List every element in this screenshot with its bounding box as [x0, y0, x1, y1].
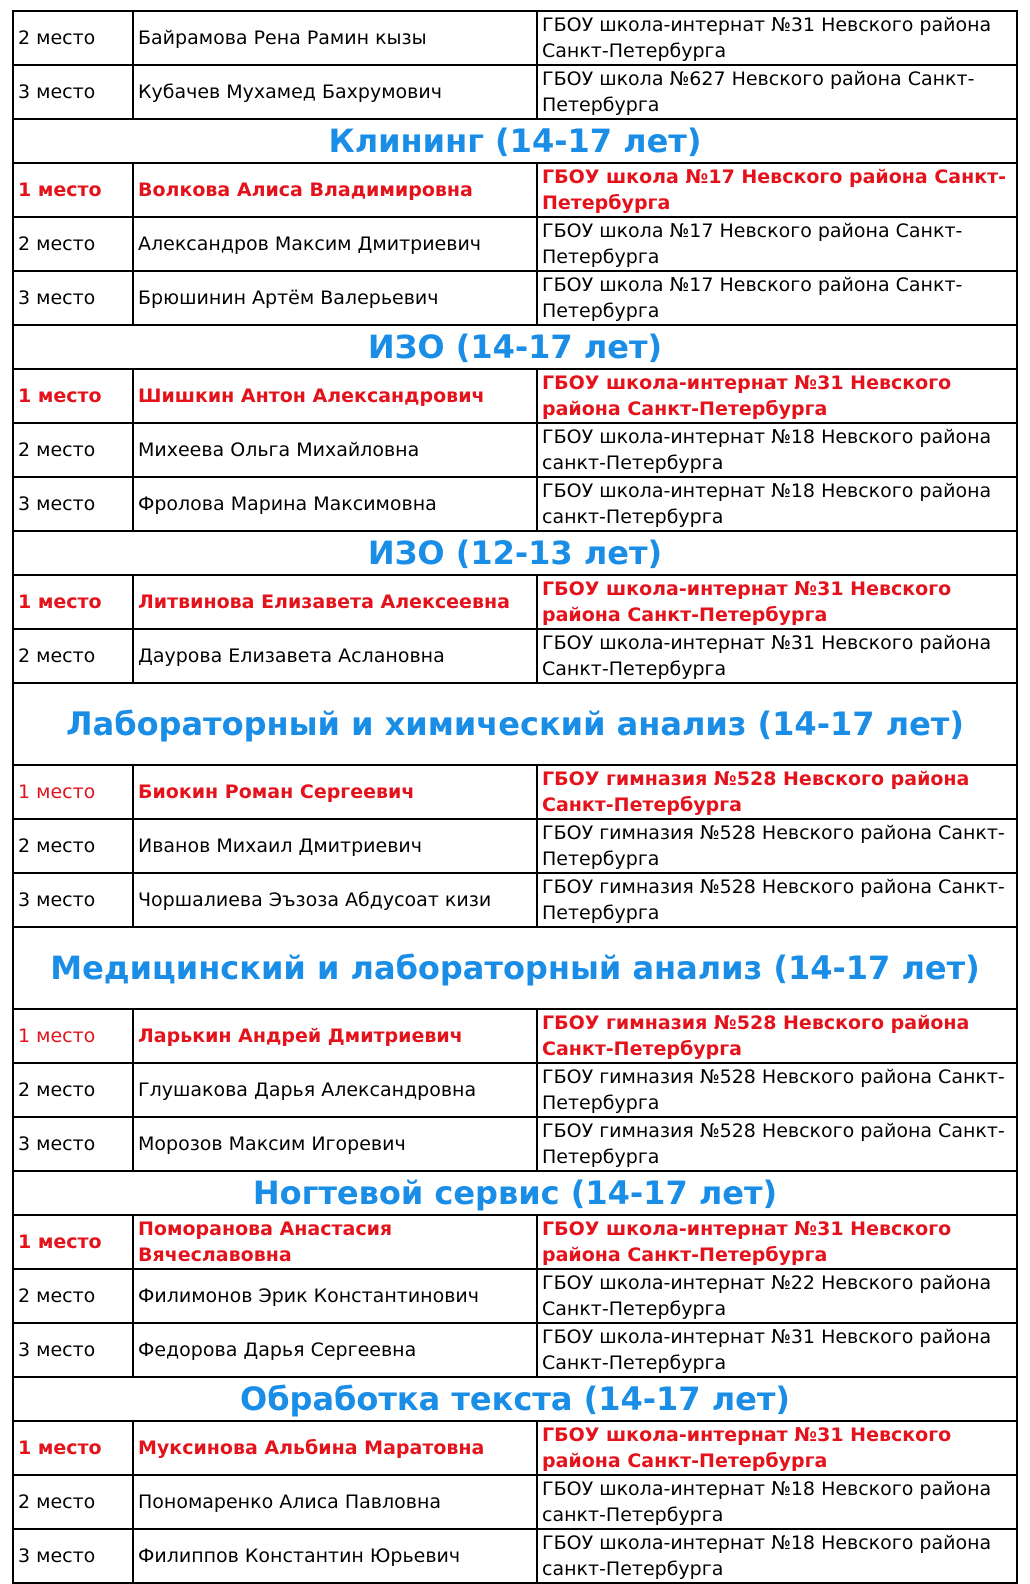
school-cell: ГБОУ школа-интернат №31 Невского района Санкт-Петербурга	[537, 629, 1017, 683]
section-header-row	[13, 1377, 1017, 1421]
participant-name-cell: Чоршалиева Эъзоза Абдусоат кизи	[133, 873, 537, 927]
participant-name-cell: Брюшинин Артём Валерьевич	[133, 271, 537, 325]
place-cell: 2 место	[13, 1475, 133, 1529]
school-cell: ГБОУ школа-интернат №31 Невского района Санкт-Петербурга	[537, 1215, 1017, 1269]
section-header-row	[13, 325, 1017, 369]
result-row	[13, 163, 1017, 217]
place-cell: 2 место	[13, 217, 133, 271]
section-header-row	[13, 683, 1017, 765]
school-cell: ГБОУ школа-интернат №18 Невского района санкт-Петербурга	[537, 477, 1017, 531]
result-row	[13, 765, 1017, 819]
participant-name-cell: Глушакова Дарья Александровна	[133, 1063, 537, 1117]
place-cell: 2 место	[13, 1269, 133, 1323]
place-cell: 2 место	[13, 819, 133, 873]
school-cell: ГБОУ гимназия №528 Невского района Санкт-Петербурга	[537, 1063, 1017, 1117]
place-cell: 3 место	[13, 1323, 133, 1377]
place-cell: 2 место	[13, 423, 133, 477]
result-row	[13, 819, 1017, 873]
school-cell: ГБОУ гимназия №528 Невского района Санкт-Петербурга	[537, 1009, 1017, 1063]
place-cell: 3 место	[13, 873, 133, 927]
participant-name-cell: Даурова Елизавета Аслановна	[133, 629, 537, 683]
result-row	[13, 1063, 1017, 1117]
section-title: ИЗО (12-13 лет)	[13, 531, 1017, 575]
participant-name-cell: Филиппов Константин Юрьевич	[133, 1529, 537, 1583]
result-row	[13, 1529, 1017, 1583]
section-header-row	[13, 927, 1017, 1009]
result-row	[13, 1475, 1017, 1529]
result-row	[13, 65, 1017, 119]
school-cell: ГБОУ гимназия №528 Невского района Санкт-Петербурга	[537, 1117, 1017, 1171]
participant-name-cell: Биокин Роман Сергеевич	[133, 765, 537, 819]
participant-name-cell: Муксинова Альбина Маратовна	[133, 1421, 537, 1475]
school-cell: ГБОУ школа-интернат №18 Невского района санкт-Петербурга	[537, 1475, 1017, 1529]
school-cell: ГБОУ школа-интернат №18 Невского района санкт-Петербурга	[537, 423, 1017, 477]
result-row	[13, 271, 1017, 325]
participant-name-cell: Ларькин Андрей Дмитриевич	[133, 1009, 537, 1063]
result-row	[13, 1269, 1017, 1323]
section-header-row	[13, 1171, 1017, 1215]
result-row	[13, 217, 1017, 271]
place-cell: 1 место	[13, 1009, 133, 1063]
results-table	[12, 10, 1018, 1584]
school-cell: ГБОУ гимназия №528 Невского района Санкт-Петербурга	[537, 765, 1017, 819]
place-cell: 1 место	[13, 575, 133, 629]
result-row	[13, 575, 1017, 629]
section-header-row	[13, 119, 1017, 163]
place-cell: 3 место	[13, 65, 133, 119]
result-row	[13, 477, 1017, 531]
result-row	[13, 1215, 1017, 1269]
place-cell: 2 место	[13, 1063, 133, 1117]
place-cell: 3 место	[13, 1529, 133, 1583]
school-cell: ГБОУ школа №17 Невского района Санкт-Петербурга	[537, 163, 1017, 217]
participant-name-cell: Шишкин Антон Александрович	[133, 369, 537, 423]
section-title: Обработка текста (14-17 лет)	[13, 1377, 1017, 1421]
place-cell: 1 место	[13, 1215, 133, 1269]
result-row	[13, 423, 1017, 477]
school-cell: ГБОУ школа №627 Невского района Санкт-Петербурга	[537, 65, 1017, 119]
school-cell: ГБОУ школа-интернат №31 Невского района Санкт-Петербурга	[537, 575, 1017, 629]
school-cell: ГБОУ школа-интернат №31 Невского района Санкт-Петербурга	[537, 1421, 1017, 1475]
school-cell: ГБОУ школа №17 Невского района Санкт-Петербурга	[537, 271, 1017, 325]
place-cell: 1 место	[13, 163, 133, 217]
place-cell: 3 место	[13, 271, 133, 325]
school-cell: ГБОУ школа №17 Невского района Санкт-Петербурга	[537, 217, 1017, 271]
school-cell: ГБОУ школа-интернат №18 Невского района санкт-Петербурга	[537, 1529, 1017, 1583]
school-cell: ГБОУ гимназия №528 Невского района Санкт-Петербурга	[537, 873, 1017, 927]
place-cell: 2 место	[13, 11, 133, 65]
result-row	[13, 11, 1017, 65]
section-title: Ногтевой сервис (14-17 лет)	[13, 1171, 1017, 1215]
participant-name-cell: Волкова Алиса Владимировна	[133, 163, 537, 217]
section-header-row	[13, 531, 1017, 575]
school-cell: ГБОУ школа-интернат №31 Невского района Санкт-Петербурга	[537, 11, 1017, 65]
place-cell: 3 место	[13, 477, 133, 531]
participant-name-cell: Байрамова Рена Рамин кызы	[133, 11, 537, 65]
participant-name-cell: Морозов Максим Игоревич	[133, 1117, 537, 1171]
participant-name-cell: Иванов Михаил Дмитриевич	[133, 819, 537, 873]
participant-name-cell: Фролова Марина Максимовна	[133, 477, 537, 531]
result-row	[13, 873, 1017, 927]
result-row	[13, 629, 1017, 683]
section-title: Лабораторный и химический анализ (14-17 лет)	[13, 683, 1017, 765]
participant-name-cell: Литвинова Елизавета Алексеевна	[133, 575, 537, 629]
result-row	[13, 1117, 1017, 1171]
result-row	[13, 1009, 1017, 1063]
school-cell: ГБОУ школа-интернат №22 Невского района Санкт-Петербурга	[537, 1269, 1017, 1323]
place-cell: 1 место	[13, 1421, 133, 1475]
participant-name-cell: Александров Максим Дмитриевич	[133, 217, 537, 271]
section-title: Медицинский и лабораторный анализ (14-17 лет)	[13, 927, 1017, 1009]
place-cell: 3 место	[13, 1117, 133, 1171]
result-row	[13, 369, 1017, 423]
participant-name-cell: Кубачев Мухамед Бахрумович	[133, 65, 537, 119]
participant-name-cell: Поморанова Анастасия Вячеславовна	[133, 1215, 537, 1269]
school-cell: ГБОУ школа-интернат №31 Невского района Санкт-Петербурга	[537, 1323, 1017, 1377]
section-title: ИЗО (14-17 лет)	[13, 325, 1017, 369]
section-title: Клининг (14-17 лет)	[13, 119, 1017, 163]
participant-name-cell: Федорова Дарья Сергеевна	[133, 1323, 537, 1377]
participant-name-cell: Михеева Ольга Михайловна	[133, 423, 537, 477]
participant-name-cell: Филимонов Эрик Константинович	[133, 1269, 537, 1323]
participant-name-cell: Пономаренко Алиса Павловна	[133, 1475, 537, 1529]
results-table-body	[13, 11, 1017, 1583]
place-cell: 1 место	[13, 369, 133, 423]
school-cell: ГБОУ гимназия №528 Невского района Санкт-Петербурга	[537, 819, 1017, 873]
place-cell: 2 место	[13, 629, 133, 683]
result-row	[13, 1421, 1017, 1475]
school-cell: ГБОУ школа-интернат №31 Невского района Санкт-Петербурга	[537, 369, 1017, 423]
place-cell: 1 место	[13, 765, 133, 819]
result-row	[13, 1323, 1017, 1377]
